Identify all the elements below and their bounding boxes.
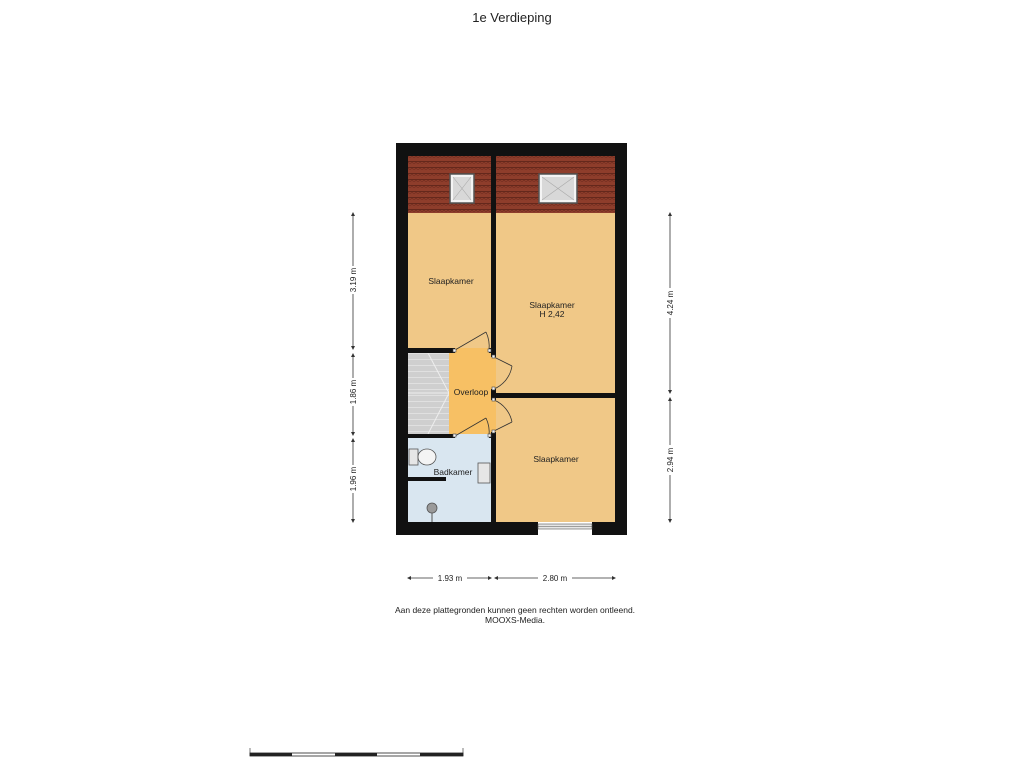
dimension-label: 2.94 m xyxy=(666,447,675,473)
toilet-icon xyxy=(409,449,436,465)
interior-wall xyxy=(496,393,615,398)
scale-bar xyxy=(250,748,463,756)
skylight-right-icon xyxy=(539,174,577,203)
floor-title: 1e Verdieping xyxy=(472,10,552,25)
disclaimer-line: Aan deze plattegronden kunnen geen rechten worden ontleend. xyxy=(394,605,636,615)
dimension-label: 4.24 m xyxy=(666,290,675,316)
room-label-bathroom: Badkamer xyxy=(433,467,473,477)
room-label-landing: Overloop xyxy=(453,387,489,397)
dimension-line-right xyxy=(668,212,672,523)
interior-wall xyxy=(491,156,496,522)
sink-icon xyxy=(478,463,490,483)
dimension-label: 1.93 m xyxy=(437,574,463,583)
room-label-bedroom-main: Slaapkamer xyxy=(529,300,575,310)
dimension-label: 1.96 m xyxy=(349,466,358,492)
disclaimer xyxy=(0,605,1024,625)
dimension-label: 1.86 m xyxy=(349,379,358,405)
room-label-bedroom-left: Slaapkamer xyxy=(428,276,474,286)
room-height-label: H 2,42 xyxy=(539,309,565,319)
room-label-bedroom-bottom: Slaapkamer xyxy=(533,454,579,464)
window-icon xyxy=(538,522,592,535)
skylight-left-icon xyxy=(450,174,474,203)
dimension-label: 2.80 m xyxy=(542,574,568,583)
interior-wall xyxy=(408,477,446,481)
dimension-label: 3.19 m xyxy=(349,267,358,293)
disclaimer-credit: MOOXS-Media. xyxy=(485,615,545,625)
